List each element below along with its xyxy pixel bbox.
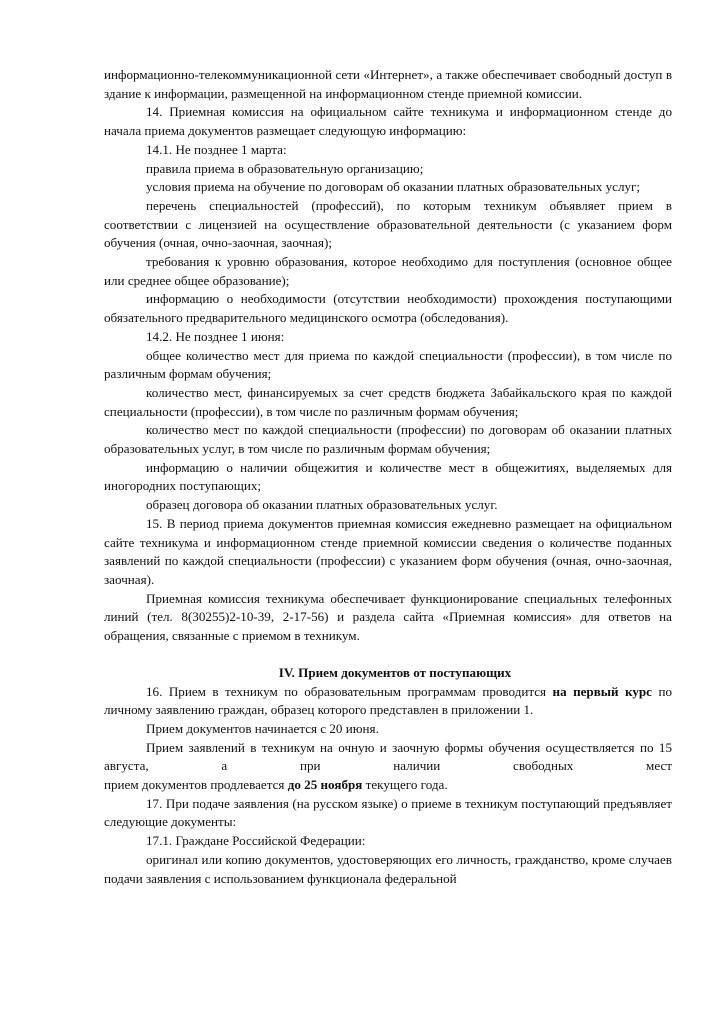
paragraph-17: 17. При подаче заявления (на русском языке) о приеме в техникум поступающий предъявляет следующие документы:: [104, 795, 672, 830]
paragraph-17-1: 17.1. Граждане Российской Федерации:: [146, 833, 366, 849]
paragraph-15: 15. В период приема документов приемная комиссия ежедневно размещает на официальном сайте техникума и информационном стенде приемной комиссии сведения о количестве поданных заявлений по каждой специальности (профессии) с указанием форм обучения (очная, очно-заочная, заочная).: [104, 515, 672, 587]
paragraph-internet-access: информационно-телекоммуникационной сети «Интернет», а также обеспечивает свободный доступ в здание к информации, размещенной на информационном стенде приемной комиссии.: [104, 67, 672, 101]
paragraph-deadline-line: Прием заявлений в техникум на очную и заочную формы обучения осуществляется по 15 августа, а при наличии свободных мест: [104, 739, 672, 774]
paragraph-hotline: Приемная комиссия техникума обеспечивает функционирование специальных телефонных линий (тел. 8(30255)2-10-39, 2-17-56) и раздела сайта «Приемная комиссия» для ответов на обращения, связанные с приемом в техникум.: [104, 590, 672, 644]
list-item-paid-places: количество мест по каждой специальности (профессии) по договорам об оказании платных образовательных услуг, в том числе по различным формам обучения;: [104, 422, 672, 457]
list-item-admission-rules: правила приема в образовательную организацию;: [146, 160, 424, 176]
paragraph-start-date: Прием документов начинается с 20 июня.: [146, 720, 379, 736]
list-item-specialties: перечень специальностей (профессий), по которым техникум объявляет прием в соответствии с лицензией на осуществление образовательной деятельности (с указанием форм обучения (очная, очно-заочная, заочная);: [104, 197, 672, 251]
paragraph-16-start: 16. Прием в техникум по образовательным программам проводится: [146, 683, 553, 699]
list-item-dormitory: информацию о наличии общежития и количестве мест в общежитиях, выделяемых для иногородних поступающих;: [104, 459, 672, 494]
section-spacer: [104, 646, 672, 664]
paragraph-14-1: 14.1. Не позднее 1 марта:: [146, 141, 287, 157]
extension-end: текущего года.: [362, 777, 448, 793]
list-item-education-requirements: требования к уровню образования, которое необходимо для поступления (основное общее или среднее общее образование);: [104, 254, 672, 288]
list-item-budget-places: количество мест, финансируемых за счет средств бюджета Забайкальского края по каждой специальности (профессии), в том числе по различным формам обучения;: [104, 384, 672, 419]
paragraph-14: 14. Приемная комиссия на официальном сайте техникума и информационном стенде до начала приема документов размещает следующую информацию:: [104, 104, 672, 139]
list-item-total-places: общее количество мест для приема по каждой специальности (профессии), в том числе по различным формам обучения;: [104, 347, 672, 382]
list-item-paid-conditions: условия приема на обучение по договорам об оказании платных образовательных услуг;: [146, 179, 641, 195]
paragraph-14-2: 14.2. Не позднее 1 июня:: [146, 328, 285, 344]
list-item-contract-sample: образец договора об оказании платных образовательных услуг.: [146, 497, 498, 513]
paragraph-16: [104, 683, 672, 720]
paragraph-deadline-extension: [104, 776, 672, 795]
extension-start: прием документов продлевается: [104, 777, 288, 793]
list-item-medical-exam: информацию о необходимости (отсутствии необходимости) прохождения поступающими обязательного предварительного медицинского осмотра (обследования).: [104, 291, 672, 326]
paragraph-16-end: по личному заявлению граждан, образец которого представлен в приложении 1.: [104, 683, 673, 718]
paragraph-17-1-documents: оригинал или копию документов, удостоверяющих его личность, гражданство, кроме случаев подачи заявления с использованием функционала федеральной: [104, 851, 672, 886]
first-course-bold: на первый курс: [552, 683, 652, 699]
section-heading: IV. Прием документов от поступающих: [278, 664, 512, 680]
deadline-bold: до 25 ноября: [287, 777, 363, 793]
